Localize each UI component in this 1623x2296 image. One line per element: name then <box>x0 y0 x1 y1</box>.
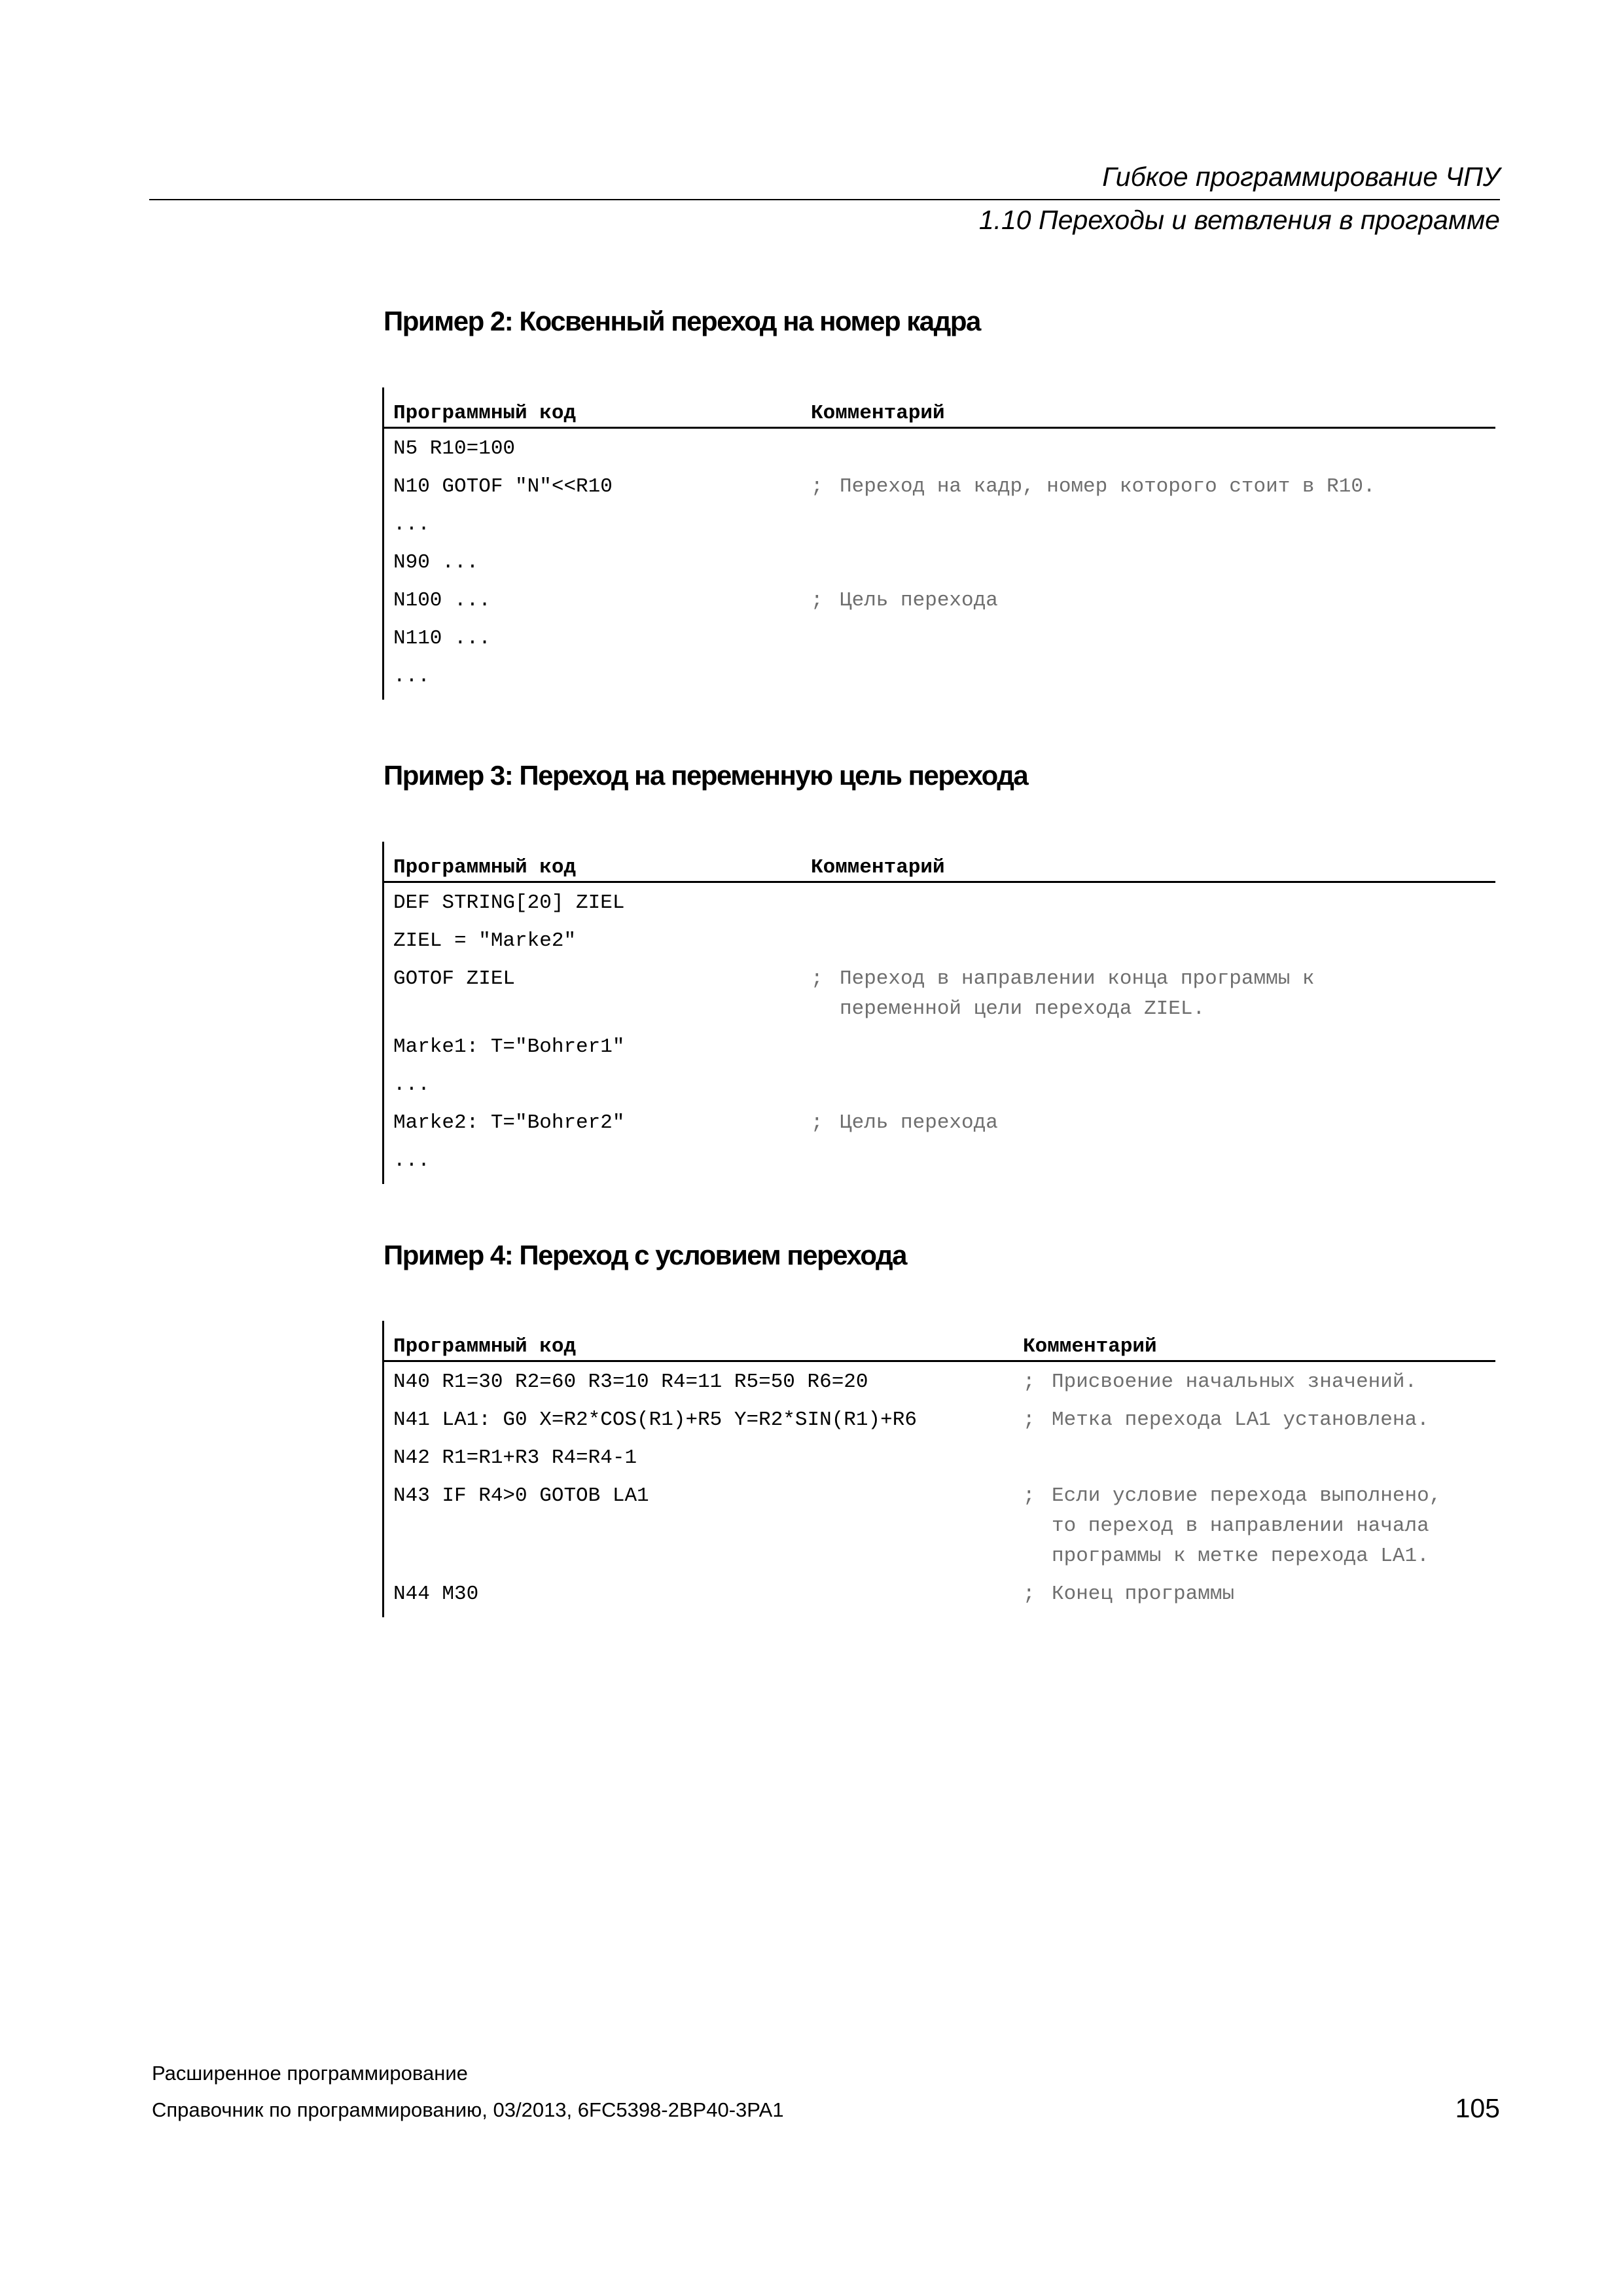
code-comment: ; Цель перехода <box>811 1108 998 1138</box>
example-3-title: Пример 3: Переход на переменную цель перехода <box>383 760 1028 791</box>
table-header-row <box>384 1321 1495 1362</box>
code-line: N44 M30 <box>393 1583 479 1605</box>
comment-line: то переход в направлении начала <box>1052 1515 1429 1537</box>
table-row <box>384 1481 1495 1579</box>
example-2-title: Пример 2: Косвенный переход на номер кадра <box>383 306 980 336</box>
code-line: DEF STRING[20] ZIEL <box>393 891 625 914</box>
footer-doc-title: Расширенное программирование <box>152 2062 468 2085</box>
table-row <box>384 926 1495 964</box>
table-row <box>384 510 1495 548</box>
column-header-code: Программный код <box>393 1335 577 1358</box>
column-header-comment: Комментарий <box>811 856 945 879</box>
code-comment: ; Переход на кадр, номер которого стоит в R10. <box>811 472 1376 502</box>
comment-line: Цель перехода <box>840 589 998 612</box>
code-line: ZIEL = "Marke2" <box>393 929 577 952</box>
code-line: Marke1: T="Bohrer1" <box>393 1035 625 1058</box>
comment-line: Переход на кадр, номер которого стоит в R10. <box>840 475 1376 498</box>
code-line: ... <box>393 513 430 536</box>
example-4-title: Пример 4: Переход с условием перехода <box>383 1240 906 1270</box>
table-row <box>384 586 1495 624</box>
code-line: Marke2: T="Bohrer2" <box>393 1111 625 1134</box>
code-line: ... <box>393 1073 430 1096</box>
table-header-row <box>384 842 1495 883</box>
table-row <box>384 1405 1495 1443</box>
code-line: N100 ... <box>393 589 491 612</box>
code-line: N43 IF R4>0 GOTOB LA1 <box>393 1484 649 1507</box>
column-header-comment: Комментарий <box>811 402 945 425</box>
comment-line: программы к метке перехода LA1. <box>1052 1545 1429 1568</box>
page-header-rule <box>149 199 1500 200</box>
comment-line: Если условие перехода выполнено, <box>1052 1484 1442 1507</box>
comment-line: Переход в направлении конца программы к <box>840 967 1315 990</box>
page-header-title: Гибкое программирование ЧПУ <box>1102 162 1500 192</box>
code-comment: ; Если условие перехода выполнено, то переход в направлении начала программы к метке перехода LA1. <box>1023 1481 1441 1571</box>
code-line: N41 LA1: G0 X=R2*COS(R1)+R5 Y=R2*SIN(R1)+R6 <box>393 1408 917 1431</box>
code-line: N5 R10=100 <box>393 437 516 460</box>
code-comment: ; Цель перехода <box>811 586 998 616</box>
table-row <box>384 1070 1495 1108</box>
code-line: N42 R1=R1+R3 R4=R4-1 <box>393 1446 637 1469</box>
comment-line: Присвоение начальных значений. <box>1052 1371 1418 1393</box>
page-number: 105 <box>1455 2093 1500 2123</box>
table-row <box>384 1579 1495 1617</box>
page-header-section: 1.10 Переходы и ветвления в программе <box>978 205 1500 235</box>
column-header-code: Программный код <box>393 402 577 425</box>
comment-line: Метка перехода LA1 установлена. <box>1052 1408 1429 1431</box>
comment-line: Цель перехода <box>840 1111 998 1134</box>
code-line: N10 GOTOF "N"<<R10 <box>393 475 613 498</box>
comment-line: Конец программы <box>1052 1583 1235 1605</box>
table-row <box>384 888 1495 926</box>
code-line: N40 R1=30 R2=60 R3=10 R4=11 R5=50 R6=20 <box>393 1371 868 1393</box>
table-header-row <box>384 387 1495 429</box>
code-comment: ; Переход в направлении конца программы к переменной цели перехода ZIEL. <box>811 964 1315 1024</box>
code-comment: ; Присвоение начальных значений. <box>1023 1367 1417 1397</box>
code-line: GOTOF ZIEL <box>393 967 516 990</box>
code-line: ... <box>393 665 430 688</box>
code-comment: ; Конец программы <box>1023 1579 1234 1609</box>
footer-doc-info: Справочник по программированию, 03/2013, 6FC5398-2BP40-3PA1 <box>152 2098 784 2121</box>
comment-line: переменной цели перехода ZIEL. <box>840 997 1205 1020</box>
table-row <box>384 662 1495 700</box>
code-line: N90 ... <box>393 551 479 574</box>
example-2-table <box>382 387 1495 700</box>
table-row <box>384 1108 1495 1146</box>
table-row <box>384 1146 1495 1184</box>
example-4-table <box>382 1321 1495 1617</box>
table-row <box>384 1367 1495 1405</box>
column-header-comment: Комментарий <box>1023 1335 1157 1358</box>
table-row <box>384 964 1495 1032</box>
table-row <box>384 1443 1495 1481</box>
table-row <box>384 434 1495 472</box>
example-3-table <box>382 842 1495 1184</box>
table-row <box>384 548 1495 586</box>
code-comment: ; Метка перехода LA1 установлена. <box>1023 1405 1429 1435</box>
table-row <box>384 1032 1495 1070</box>
table-row <box>384 624 1495 662</box>
code-line: N110 ... <box>393 627 491 650</box>
table-row <box>384 472 1495 510</box>
column-header-code: Программный код <box>393 856 577 879</box>
code-line: ... <box>393 1149 430 1172</box>
